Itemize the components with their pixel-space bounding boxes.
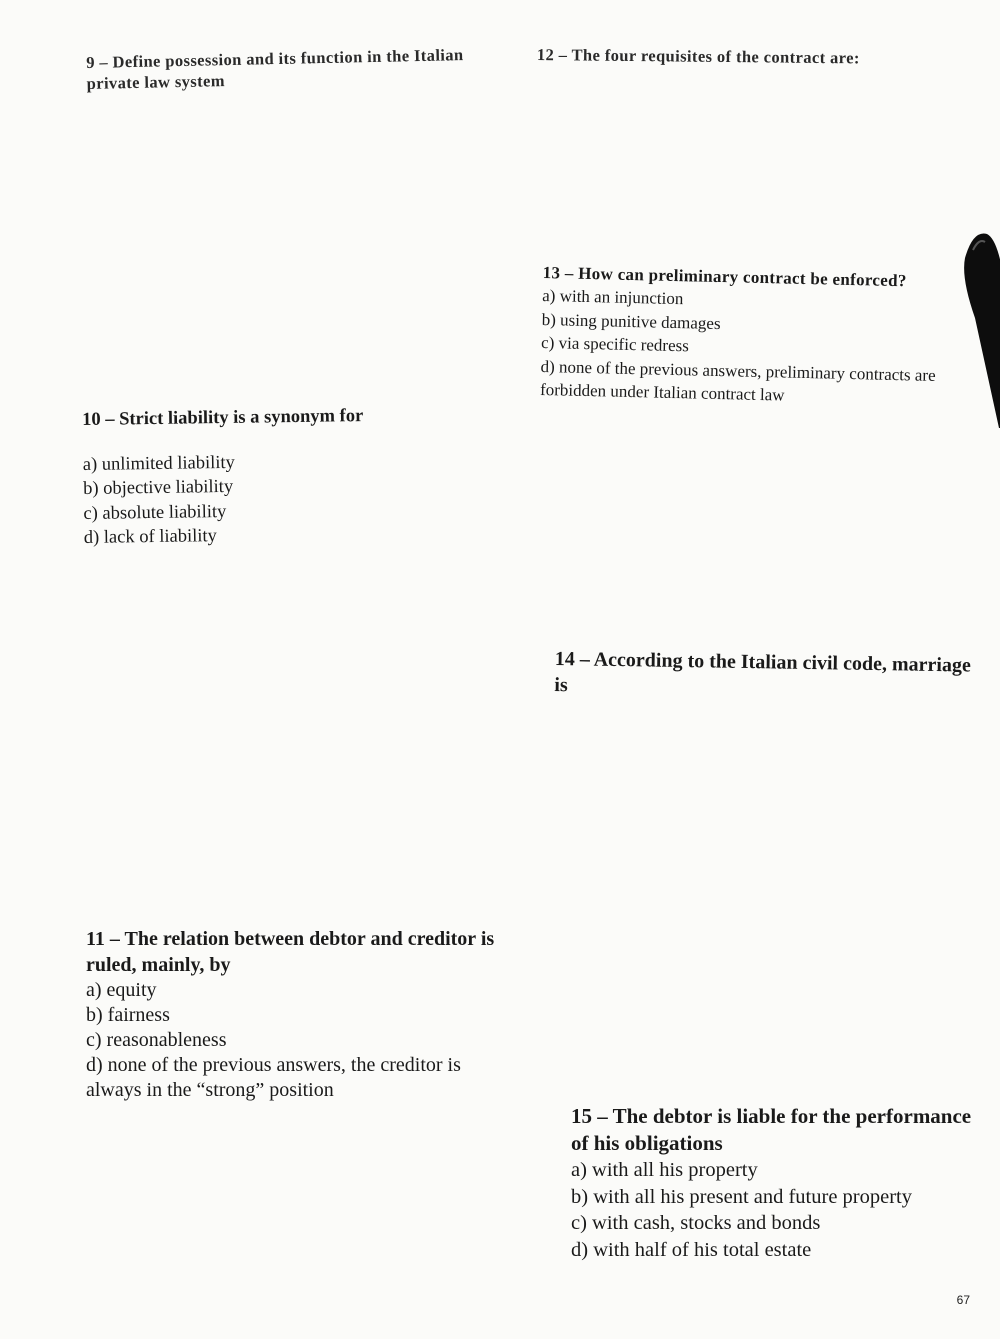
option-d: d) with half of his total estate bbox=[571, 1238, 812, 1261]
option-c: c) reasonableness bbox=[86, 1029, 227, 1051]
option-d: d) none of the previous answers, preliminary contracts are forbidden under Italian contract law bbox=[539, 356, 936, 405]
option-b: b) fairness bbox=[86, 1004, 170, 1026]
question-15-title: 15 – The debtor is liable for the performance of his obligations bbox=[571, 1104, 972, 1155]
option-d: d) lack of liability bbox=[83, 526, 218, 548]
option-b: b) using punitive damages bbox=[541, 309, 721, 333]
question-14-title: 14 – According to the Italian civil code, marriage is bbox=[554, 647, 971, 697]
question-15 bbox=[571, 1103, 991, 1263]
question-11-title: 11 – The relation between debtor and creditor is ruled, mainly, by bbox=[86, 928, 495, 976]
option-a: a) equity bbox=[86, 979, 157, 1001]
question-12-title: 12 – The four requisites of the contract are: bbox=[536, 44, 860, 68]
question-13-options bbox=[540, 284, 943, 411]
option-c: c) absolute liability bbox=[83, 501, 227, 524]
option-a: a) with all his property bbox=[571, 1159, 758, 1181]
option-b: b) with all his present and future property bbox=[571, 1185, 913, 1208]
question-11-options bbox=[86, 978, 506, 1103]
question-9-title: 9 – Define possession and its function in the Italian private law system bbox=[86, 45, 464, 93]
option-c: c) via specific redress bbox=[540, 332, 690, 356]
question-13 bbox=[540, 262, 943, 411]
question-13-title: 13 – How can preliminary contract be enforced? bbox=[542, 262, 907, 291]
question-14 bbox=[554, 646, 975, 705]
question-12 bbox=[537, 44, 957, 69]
pen-icon bbox=[955, 228, 1000, 428]
question-9 bbox=[86, 44, 487, 94]
option-d: d) none of the previous answers, the creditor is always in the “strong” position bbox=[86, 1054, 461, 1101]
question-11 bbox=[86, 926, 506, 1103]
option-b: b) objective liability bbox=[82, 476, 234, 499]
option-a: a) unlimited liability bbox=[82, 452, 236, 475]
option-a: a) with an injunction bbox=[542, 285, 684, 309]
question-15-options bbox=[571, 1157, 991, 1263]
question-10-title: 10 – Strict liability is a synonym for bbox=[82, 406, 364, 430]
option-c: c) with cash, stocks and bonds bbox=[571, 1212, 821, 1234]
question-10 bbox=[82, 402, 504, 550]
page-number: 67 bbox=[956, 1293, 970, 1307]
question-10-options bbox=[83, 447, 504, 551]
